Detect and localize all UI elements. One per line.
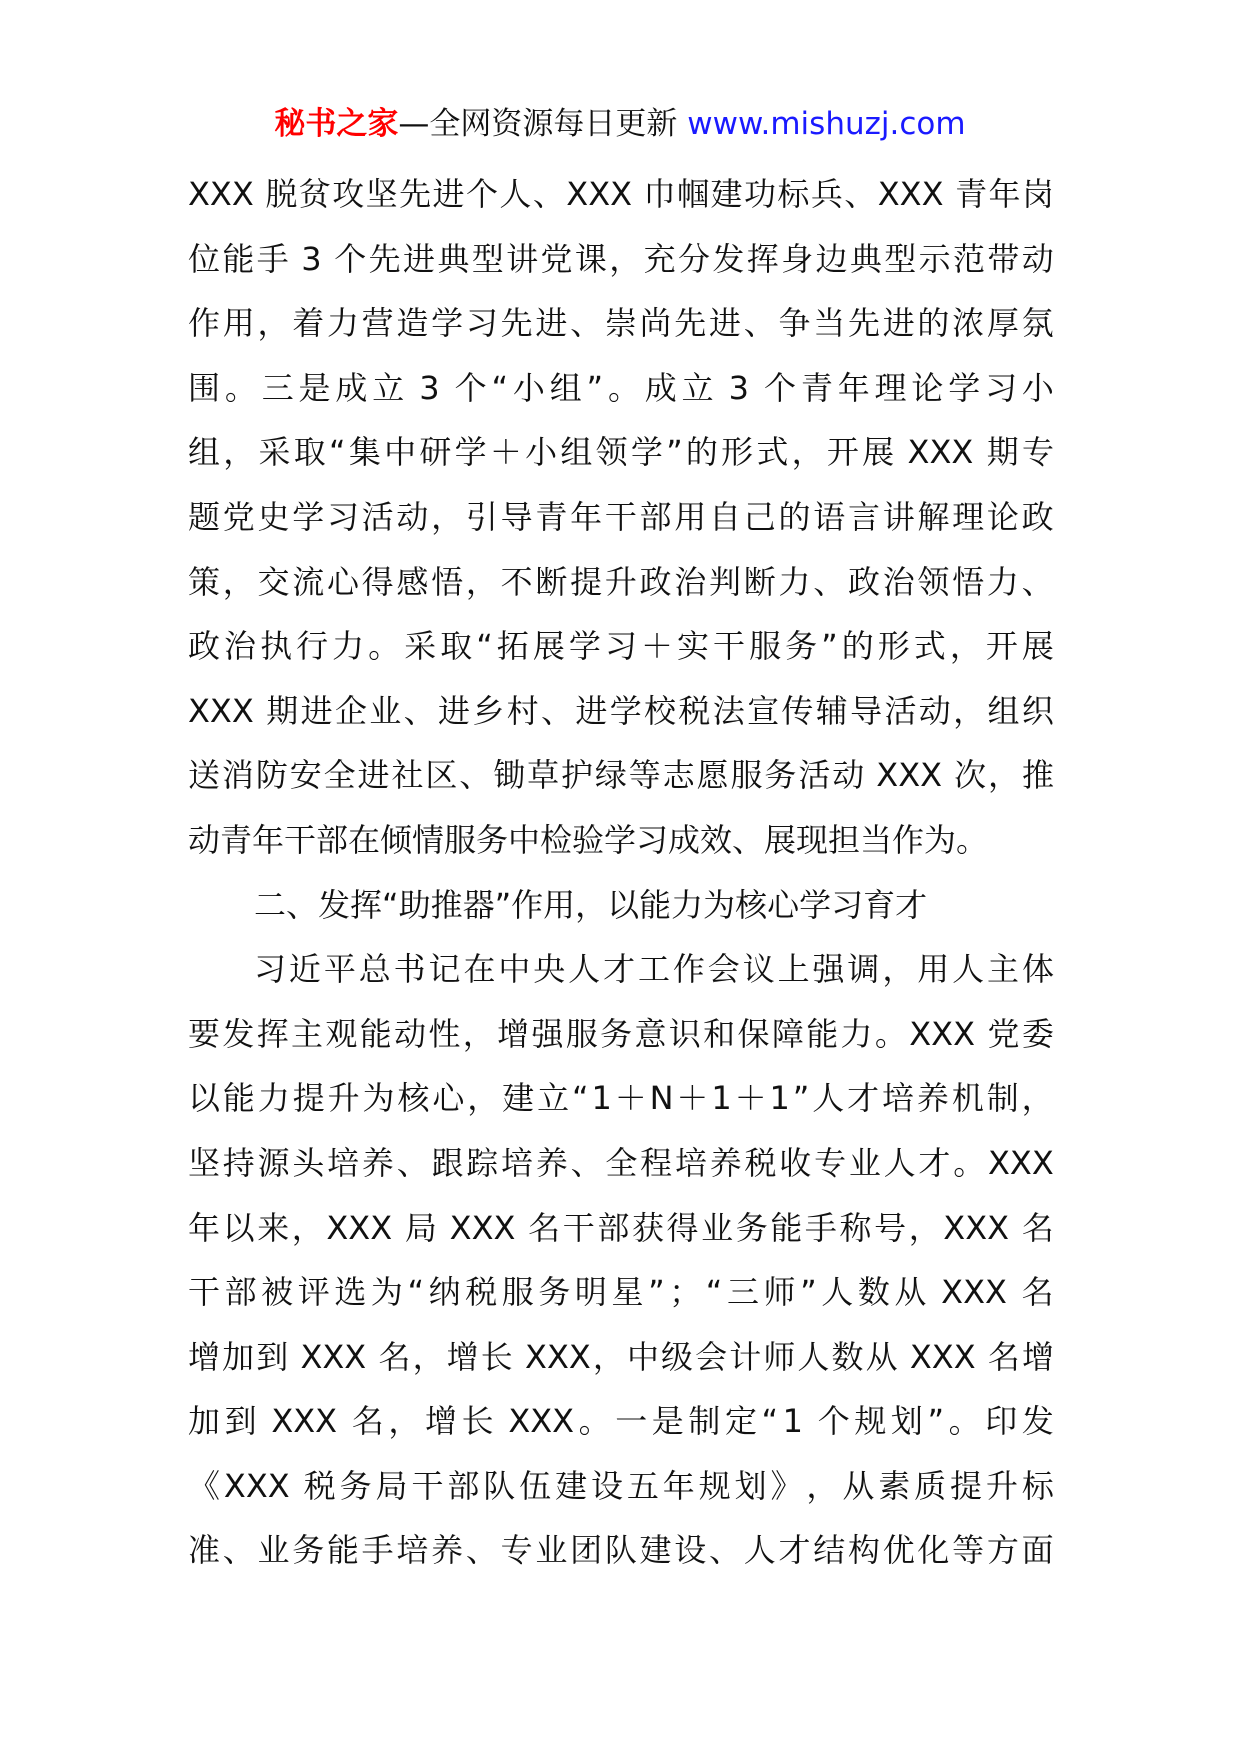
text-line: 坚 持 源 头 培 养 、 跟 踪 培 养 、 全 程 培 养 税 收 专 业 人 才 。 XXX [188,1143,1054,1182]
text-line: 围 。 三 是 成 立 3 个 “ 小 组 ” 。 成 立 3 个 青 年 理 论 学 习 小 [188,368,1054,407]
text-line: 年 以 来 ， XXX 局 XXX 名 干 部 获 得 业 务 能 手 称 号 ， XXX 名 [188,1208,1054,1247]
text-line: XXX 期 进 企 业 、 进 乡 村 、 进 学 校 税 法 宣 传 辅 导 活 动 ， 组 织 [188,691,1054,730]
text-line: 以 能 力 提 升 为 核 心 ， 建 立 “ 1 ＋ N ＋ 1 ＋ 1 ” 人 才 培 养 机 制 ， [188,1079,1054,1118]
header-site-link[interactable]: www.mishuzj.com [687,106,966,142]
text-line: 组 ， 采 取 “ 集 中 研 学 ＋ 小 组 领 学 ” 的 形 式 ， 开 展 XXX 期 专 [188,433,1054,472]
text-line: 动青年干部在倾情服务中检验学习成效、展现担当作为。 [188,820,989,859]
document-body [188,162,1054,1583]
text-line: 习 近 平 总 书 记 在 中 央 人 才 工 作 会 议 上 强 调 ， 用 人 主 体 [254,950,1054,989]
text-line: 要 发 挥 主 观 能 动 性 ， 增 强 服 务 意 识 和 保 障 能 力 。 XXX 党 委 [188,1014,1054,1053]
text-line: 干 部 被 评 选 为 “ 纳 税 服 务 明 星 ” ； “ 三 师 ” 人 数 从 XXX 名 [188,1273,1054,1312]
text-line: 位 能 手 3 个 先 进 典 型 讲 党 课 ， 充 分 发 挥 身 边 典 型 示 范 带 动 [188,239,1054,278]
header-tagline: —全网资源每日更新 [398,106,678,142]
text-line: 增 加 到 XXX 名 ， 增 长 XXX ， 中 级 会 计 师 人 数 从 XXX 名 增 [188,1337,1054,1376]
watermark-header [0,100,1240,148]
text-line: 加 到 XXX 名 ， 增 长 XXX 。 一 是 制 定 “ 1 个 规 划 ” 。 印 发 [188,1402,1054,1441]
text-line: 作 用 ， 着 力 营 造 学 习 先 进 、 崇 尚 先 进 、 争 当 先 进 的 浓 厚 氛 [188,304,1054,343]
text-line: 策 ， 交 流 心 得 感 悟 ， 不 断 提 升 政 治 判 断 力 、 政 治 领 悟 力 、 [188,562,1054,601]
text-line: XXX 脱 贫 攻 坚 先 进 个 人 、 XXX 巾 帼 建 功 标 兵 、 XXX 青 年 岗 [188,175,1054,213]
text-line: 送 消 防 安 全 进 社 区 、 锄 草 护 绿 等 志 愿 服 务 活 动 XXX 次 ， 推 [188,756,1054,795]
section-heading: 二、发挥“助推器”作用，以能力为核心学习育才 [254,885,928,924]
header-brand: 秘书之家 [274,106,399,142]
text-line: 题 党 史 学 习 活 动 ， 引 导 青 年 干 部 用 自 己 的 语 言 讲 解 理 论 政 [188,497,1054,536]
text-line: 准 、 业 务 能 手 培 养 、 专 业 团 队 建 设 、 人 才 结 构 优 化 等 方 面 [188,1531,1054,1570]
text-line: 《 XXX 税 务 局 干 部 队 伍 建 设 五 年 规 划 》 ， 从 素 质 提 升 标 [188,1466,1054,1505]
text-line: 政 治 执 行 力 。 采 取 “ 拓 展 学 习 ＋ 实 干 服 务 ” 的 形 式 ， 开 展 [188,627,1054,666]
